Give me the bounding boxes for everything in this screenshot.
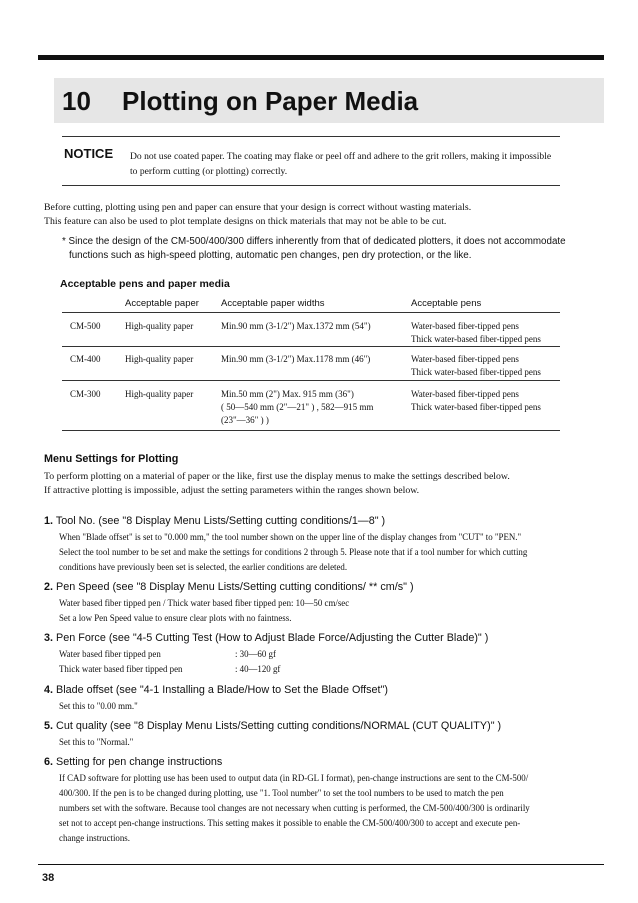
item-6-heading xyxy=(44,756,222,768)
item-5-number: 5. xyxy=(44,720,54,732)
pen-type: Water based fiber tipped pen xyxy=(59,649,161,659)
top-rule xyxy=(38,55,604,60)
item-1-title: Tool No. (see "8 Display Menu Lists/Setting cutting conditions/1—8" ) xyxy=(53,515,386,527)
item-line: Select the tool number to be set and make the settings for conditions 2 through 5. Please note that if a tool number for which cutting xyxy=(59,547,528,557)
intro-paragraph xyxy=(44,201,604,229)
intro-line: Before cutting, plotting using pen and paper can ensure that your design is correct without wasting materials. xyxy=(44,202,472,213)
notice-top-rule xyxy=(62,136,560,137)
item-3-number: 3. xyxy=(44,632,54,644)
note-line: functions such as high-speed plotting, automatic pen changes, pen dry protection, or the like. xyxy=(69,250,472,261)
row-cm500-model: CM-500 xyxy=(70,321,101,331)
item-3-body xyxy=(59,647,359,677)
width-line: Min.50 mm (2") Max. 915 mm (36") xyxy=(221,389,354,399)
item-6-number: 6. xyxy=(44,756,54,768)
intro-line: This feature can also be used to plot template designs on thick materials that may not be able to be cut. xyxy=(44,216,447,227)
table-rule xyxy=(62,312,560,313)
item-line xyxy=(59,647,359,662)
table-rule xyxy=(62,380,560,381)
item-3-title: Pen Force (see "4-5 Cutting Test (How to Adjust Blade Force/Adjusting the Cutter Blade)" ) xyxy=(53,632,489,644)
item-4-number: 4. xyxy=(44,684,54,696)
row-cm300-paper: High-quality paper xyxy=(125,389,194,399)
pen-line: Thick water-based fiber-tipped pens xyxy=(411,367,541,377)
note-line: * Since the design of the CM-500/400/300 differs inherently from that of dedicated plotters, it does not accommodate xyxy=(62,236,566,247)
notice-line: to perform cutting (or plotting) correctly. xyxy=(130,165,288,177)
footer-rule xyxy=(38,864,604,865)
menu-intro-line: To perform plotting on a material of paper or the like, first use the display menus to make the settings described below. xyxy=(44,471,510,482)
page-number: 38 xyxy=(42,872,55,884)
design-note xyxy=(62,235,582,263)
item-line: Set a low Pen Speed value to ensure clear plots with no faintness. xyxy=(59,613,292,623)
menu-intro-line: If attractive plotting is impossible, adjust the setting parameters within the ranges shown below. xyxy=(44,485,420,496)
row-cm500-pens xyxy=(411,320,541,346)
pen-line: Thick water-based fiber-tipped pens xyxy=(411,334,541,344)
row-cm300-pens xyxy=(411,388,541,414)
item-1-heading xyxy=(44,515,385,527)
header-pens: Acceptable pens xyxy=(411,298,482,309)
row-cm400-paper: High-quality paper xyxy=(125,354,194,364)
notice-bottom-rule xyxy=(62,185,560,186)
item-line: If CAD software for plotting use has been used to output data (in RD-GL I format), pen-change instructions are sent to the CM-500/ xyxy=(59,773,529,783)
item-4-heading xyxy=(44,684,388,696)
pen-line: Thick water-based fiber-tipped pens xyxy=(411,402,541,412)
header-widths: Acceptable paper widths xyxy=(221,298,325,309)
item-line: Set this to "Normal." xyxy=(59,737,134,747)
row-cm300-model: CM-300 xyxy=(70,389,101,399)
notice-label: NOTICE xyxy=(64,146,114,161)
width-line: (23"—36" ) ) xyxy=(221,415,269,425)
item-line: Set this to "0.00 mm." xyxy=(59,701,138,711)
item-line: change instructions. xyxy=(59,833,130,843)
item-3-heading xyxy=(44,632,488,644)
header-paper: Acceptable paper xyxy=(125,298,199,309)
row-cm500-widths: Min.90 mm (3-1/2") Max.1372 mm (54") xyxy=(221,321,371,331)
item-2-body xyxy=(59,596,604,626)
width-line: ( 50—540 mm (2"—21" ) , 582—915 mm xyxy=(221,402,374,412)
item-6-body xyxy=(59,771,604,846)
row-cm400-model: CM-400 xyxy=(70,354,101,364)
pen-line: Water-based fiber-tipped pens xyxy=(411,354,519,364)
item-line: When "Blade offset" is set to "0.000 mm," the tool number shown on the upper line of the display changes from "CUT" to "PEN." xyxy=(59,532,522,542)
table-title: Acceptable pens and paper media xyxy=(60,278,230,290)
item-1-body xyxy=(59,530,604,575)
chapter-number: 10 xyxy=(62,86,91,116)
item-4-title: Blade offset (see "4-1 Installing a Blade/How to Set the Blade Offset") xyxy=(53,684,388,696)
row-cm400-pens xyxy=(411,353,541,379)
pen-line: Water-based fiber-tipped pens xyxy=(411,389,519,399)
menu-intro xyxy=(44,470,604,498)
row-cm300-widths xyxy=(221,388,373,427)
pen-force: : 40—120 gf xyxy=(235,664,281,674)
item-line: Water based fiber tipped pen / Thick water based fiber tipped pen: 10—50 cm/sec xyxy=(59,598,350,608)
item-5-heading xyxy=(44,720,501,732)
item-line: numbers set with the software. Because tool changes are not necessary when cutting is performed, the CM-500/400/300 is ordinarily xyxy=(59,803,530,813)
pen-type: Thick water based fiber tipped pen xyxy=(59,664,183,674)
row-cm400-widths: Min.90 mm (3-1/2") Max.1178 mm (46") xyxy=(221,354,371,364)
item-6-title: Setting for pen change instructions xyxy=(53,756,223,768)
item-line: set not to accept pen-change instructions. This setting makes it possible to enable the CM-500/400/300 to accept and execute pen- xyxy=(59,818,521,828)
item-2-number: 2. xyxy=(44,581,54,593)
item-line: 400/300. If the pen is to be changed during plotting, use "1. Tool number" to set the tool numbers to be used to match the pen xyxy=(59,788,504,798)
menu-heading: Menu Settings for Plotting xyxy=(44,453,179,465)
chapter-title: Plotting on Paper Media xyxy=(122,86,419,116)
item-2-heading xyxy=(44,581,414,593)
table-rule xyxy=(62,346,560,347)
item-5-title: Cut quality (see "8 Display Menu Lists/Setting cutting conditions/NORMAL (CUT QUALITY)" ) xyxy=(53,720,502,732)
row-cm500-paper: High-quality paper xyxy=(125,321,194,331)
item-line: conditions have previously been set is selected, the earlier conditions are deleted. xyxy=(59,562,348,572)
pen-line: Water-based fiber-tipped pens xyxy=(411,321,519,331)
item-line xyxy=(59,662,359,677)
notice-line: Do not use coated paper. The coating may flake or peel off and adhere to the grit rollers, making it impossible xyxy=(130,151,552,162)
notice-text xyxy=(130,150,570,179)
item-1-number: 1. xyxy=(44,515,54,527)
table-rule xyxy=(62,430,560,431)
item-4-body xyxy=(59,699,604,714)
pen-force: : 30—60 gf xyxy=(235,649,276,659)
item-5-body xyxy=(59,735,604,750)
item-2-title: Pen Speed (see "8 Display Menu Lists/Setting cutting conditions/ ** cm/s" ) xyxy=(53,581,414,593)
